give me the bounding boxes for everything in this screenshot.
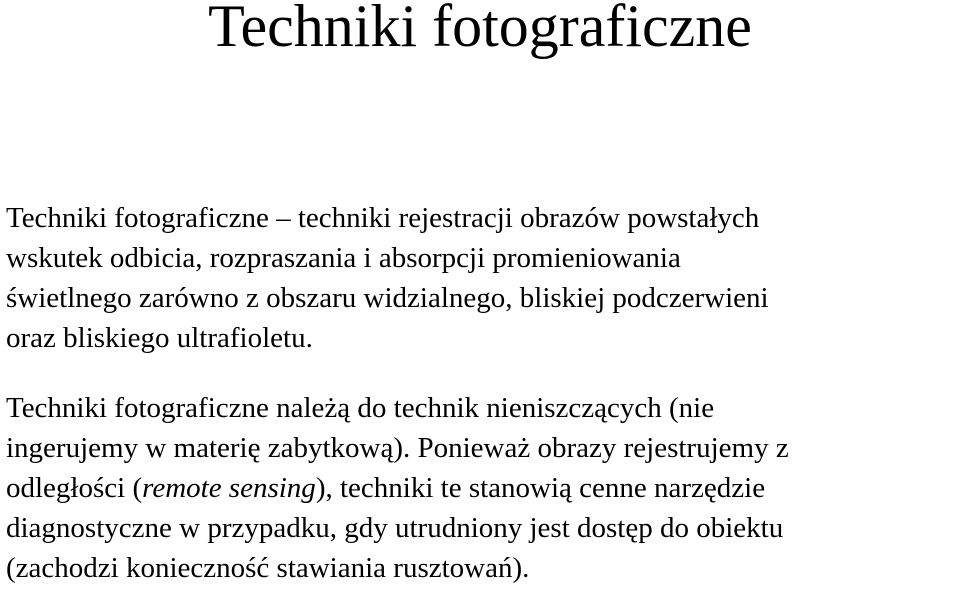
paragraph-line: świetlnego zarówno z obszaru widzialnego, bliskiej podczerwieni: [6, 282, 769, 314]
paragraph-line: (zachodzi konieczność stawiania rusztowań).: [6, 552, 530, 584]
paragraph-line: diagnostyczne w przypadku, gdy utrudniony jest dostęp do obiektu: [6, 512, 784, 544]
paragraph-line: Techniki fotograficzne – techniki rejestracji obrazów powstałych: [6, 202, 760, 234]
paragraph-definition: [6, 198, 956, 358]
italic-term-remote-sensing: remote sensing: [142, 472, 316, 504]
paragraph-nondestructive: [6, 388, 956, 588]
paragraph-line: oraz bliskiego ultrafioletu.: [6, 322, 313, 354]
text-run: ), techniki te stanowią cenne narzędzie: [315, 472, 766, 504]
paragraph-line: ingerujemy w materię zabytkową). Ponieważ obrazy rejestrujemy z: [6, 432, 789, 464]
paragraph-line: Techniki fotograficzne należą do technik nieniszczących (nie: [6, 392, 715, 424]
slide-title: Techniki fotograficzne: [208, 0, 752, 59]
paragraph-line: wskutek odbicia, rozpraszania i absorpcji promieniowania: [6, 242, 681, 274]
text-run: odległości (: [6, 472, 143, 504]
paragraph-line: [6, 468, 956, 508]
